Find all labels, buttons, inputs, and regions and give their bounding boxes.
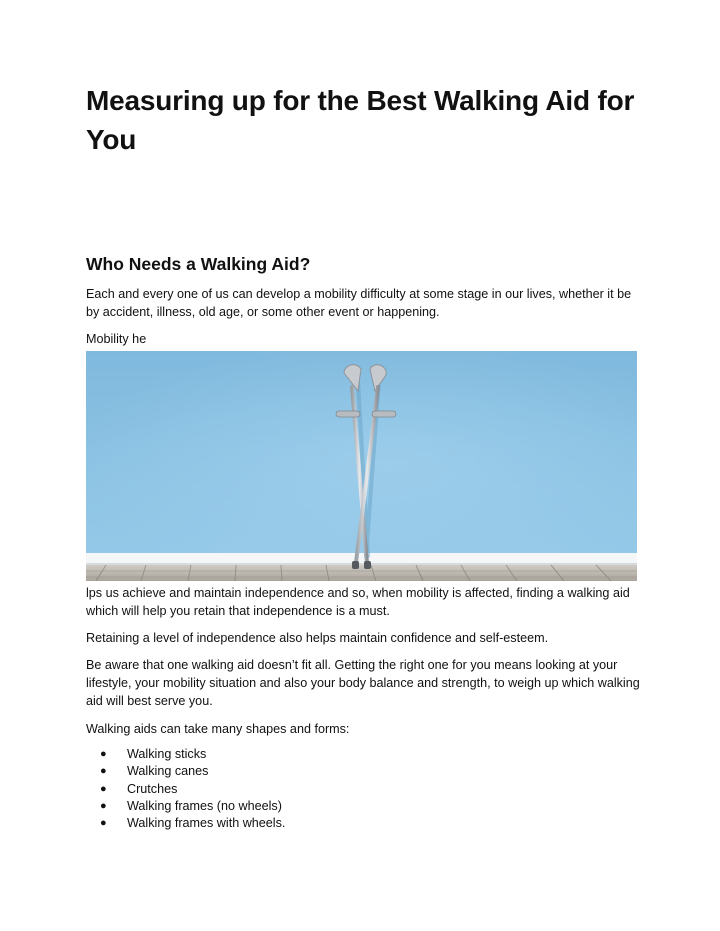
list-item-label: Walking sticks (127, 747, 207, 761)
list-item-label: Walking frames (no wheels) (127, 798, 282, 813)
bullet-icon: ● (100, 817, 107, 830)
bullet-icon: ● (100, 799, 107, 812)
paragraph-list-intro: Walking aids can take many shapes and forms: (86, 722, 350, 736)
list-item (100, 815, 285, 832)
list-item (100, 763, 285, 780)
list-item (100, 798, 285, 815)
bullet-icon: ● (100, 765, 107, 778)
section-heading: Who Needs a Walking Aid? (86, 254, 311, 274)
list-item (100, 781, 285, 798)
list-item-label: Walking frames with wheels. (127, 816, 286, 831)
bullet-icon: ● (100, 782, 107, 795)
crutches-photo (86, 351, 637, 581)
paragraph-independence: Retaining a level of independence also helps maintain confidence and self-esteem. (86, 631, 549, 645)
paragraph-mobility-continued: lps us achieve and maintain independence and so, when mobility is affected, finding a walking aid which will help you retain that independence is a must. (86, 586, 630, 618)
paragraph-be-aware: Be aware that one walking aid doesn’t fit all. Getting the right one for you means looking at your lifestyle, your mobility situation and also your body balance and strength, to weigh up which walking aid will best serve you. (86, 658, 640, 708)
list-item-label: Crutches (127, 781, 178, 796)
bullet-icon: ● (100, 748, 107, 760)
paragraph-intro: Each and every one of us can develop a mobility difficulty at some stage in our lives, whether it be by accident, illness, old age, or some other event or happening. (86, 287, 632, 319)
list-item-label: Walking canes (127, 764, 209, 779)
paragraph-mobility-start: Mobility he (86, 332, 147, 346)
list-item (100, 746, 285, 763)
document-title: Measuring up for the Best Walking Aid for You (86, 85, 635, 155)
walking-aids-list (100, 746, 285, 832)
